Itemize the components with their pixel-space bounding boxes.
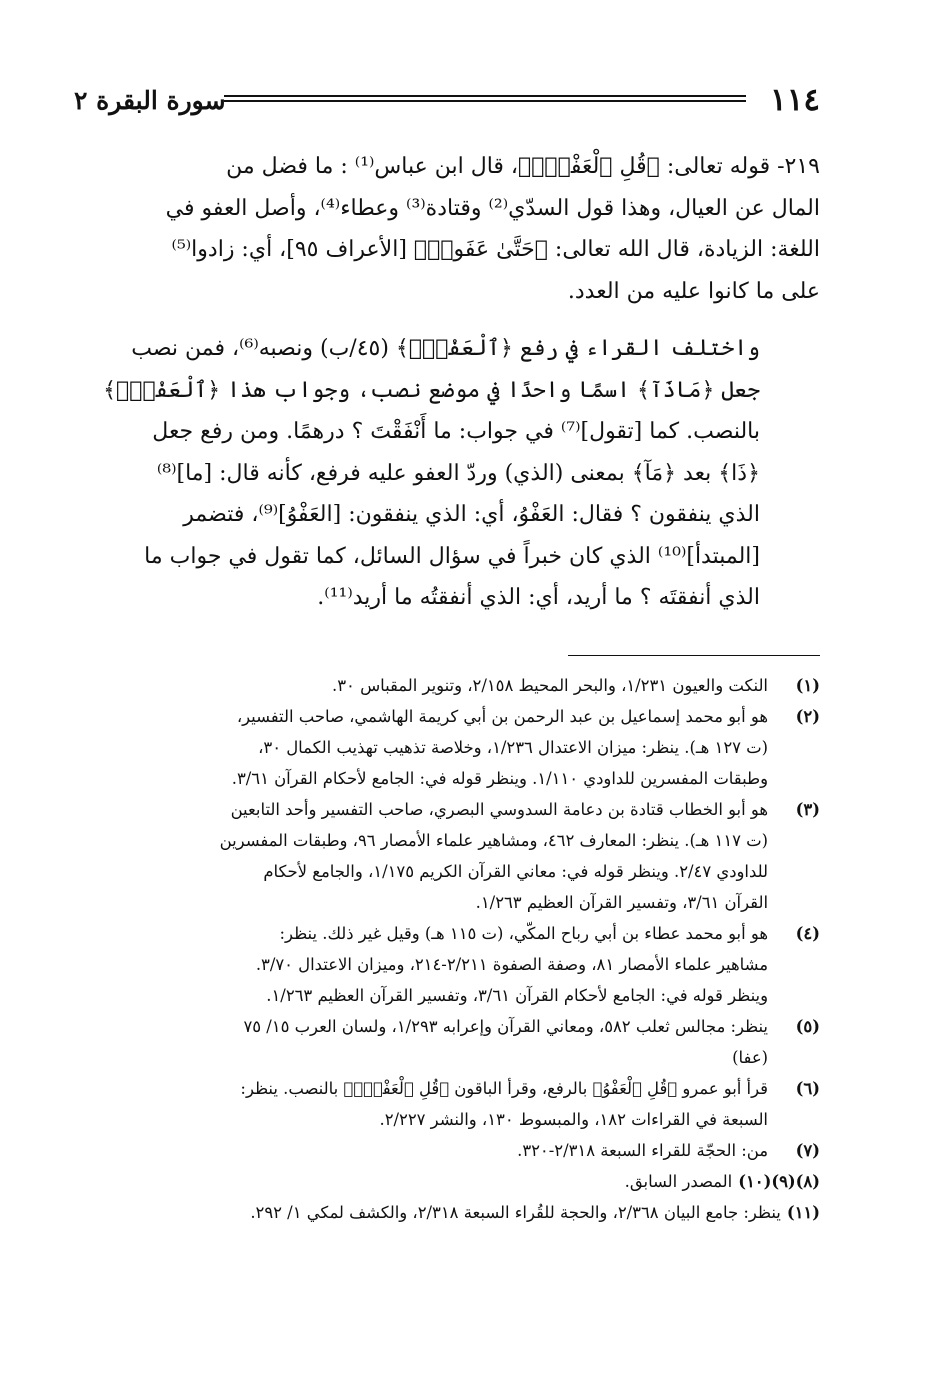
body-line: بالنصب. كما [تقول]⁽⁷⁾ في جواب: ما أَنْفَقْتَ ؟ درهمًا. ومن رفع جعل [152, 419, 760, 444]
footnote-text [74, 918, 768, 1011]
footnote-line: المصدر السابق. [624, 1171, 733, 1191]
footnote-6 [74, 1073, 820, 1135]
footnote-number: (٣) [795, 799, 820, 819]
body-line: المال عن العيال، وهذا قول السدّي⁽²⁾ وقتادة⁽³⁾ وعطاء⁽⁴⁾، وأصل العفو في [165, 195, 820, 221]
footnote-text [74, 1197, 820, 1228]
footnote-line: النكت والعيون ١/٢٣١، والبحر المحيط ٢/١٥٨، وتنوير المقباس ٣٠. [332, 675, 768, 695]
footnote-line: للداودي ٢/٤٧. وينظر قوله في: معاني القرآن الكريم ١/١٧٥، والجامع لأحكام [263, 861, 768, 881]
body-line: على ما كانوا عليه من العدد. [567, 278, 820, 304]
footnote-line: وينظر قوله في: الجامع لأحكام القرآن ٣/٦١، وتفسير القرآن العظيم ١/٢٦٣. [266, 985, 768, 1005]
footnote-text [74, 1011, 768, 1073]
footnote-2 [74, 701, 820, 794]
page-header [74, 78, 820, 126]
footnote-number: (١١) [786, 1202, 820, 1222]
running-title: سورة البقرة ٢ [74, 86, 226, 115]
footnote-line: السبعة في القراءات ١٨٢، والمبسوط ١٣٠، والنشر ٢/٢٢٧. [379, 1109, 768, 1129]
footnote-line: قرأ أبو عمرو ﴿قُلِ ٱلْعَفْوُ﴾ بالرفع، وقرأ الباقون ﴿قُلِ ٱلْعَفْوَۗ﴾ بالنصب. ينظر: [240, 1078, 768, 1098]
footnote-line: من: الحجّة للقراء السبعة ٢/٣١٨-٣٢٠. [517, 1140, 768, 1160]
footnotes [74, 670, 820, 1228]
footnote-number: (٥) [795, 1016, 820, 1036]
footnote-line: ينظر: جامع البيان ٢/٣٦٨، والحجة للقُراء السبعة ٢/٣١٨، والكشف لمكي ١/ ٢٩٢. [250, 1202, 781, 1222]
footnote-number: (٢) [795, 706, 820, 726]
footnote-number: (٨)(٩)(١٠) [738, 1171, 820, 1191]
header-double-rule [224, 95, 746, 102]
book-page [74, 78, 820, 1228]
footnote-7 [74, 1135, 820, 1166]
body-line: جعل ﴿مَاذَآ﴾ اسمًا واحدًا في موضع نصب، وجواب هذا ﴿ٱلْعَفْوَۗ﴾ [103, 377, 760, 403]
footnote-line: القرآن ٣/٦١، وتفسير القرآن العظيم ١/٢٦٣. [475, 892, 768, 912]
footnote-number: (٧) [795, 1140, 820, 1160]
footnote-number: (١) [795, 675, 820, 695]
body-paragraph-2 [74, 328, 820, 619]
body-line: ﴿ذَا﴾ بعد ﴿مَآ﴾ بمعنى (الذي) وردّ العفو عليه فرفع، كأنه قال: [ما]⁽⁸⁾ [156, 460, 760, 486]
footnote-line: (عفا) [732, 1047, 768, 1067]
footnote-4 [74, 918, 820, 1011]
footnote-1 [74, 670, 820, 701]
footnote-3 [74, 794, 820, 918]
footnote-8-9-10 [74, 1166, 820, 1197]
footnote-11 [74, 1197, 820, 1228]
page-number: ١١٤ [770, 82, 820, 118]
body-line: واختلف القراء في رفع ﴿ٱلْعَفْوَۗ﴾ (٤٥/ب) ونصبه⁽⁶⁾، فمن نصب [131, 336, 760, 361]
footnote-number: (٦) [795, 1078, 820, 1098]
footnote-text [74, 794, 768, 918]
footnote-5 [74, 1011, 820, 1073]
footnote-text [74, 1073, 768, 1135]
footnote-number: (٤) [795, 923, 820, 943]
footnote-line: ينظر: مجالس ثعلب ٥٨٢، ومعاني القرآن وإعرابه ١/٢٩٣، ولسان العرب ١٥/ ٧٥ [243, 1016, 768, 1036]
body-line: [المبتدأ]⁽¹⁰⁾ الذي كان خبراً في سؤال السائل، كما تقول في جواب ما [144, 543, 760, 569]
footnote-line: هو أبو محمد عطاء بن أبي رباح المكّي، (ت ١١٥ هـ) وقيل غير ذلك. ينظر: [279, 923, 768, 943]
body-paragraph-1 [74, 146, 820, 312]
footnote-text [74, 670, 768, 701]
footnote-line: هو أبو الخطاب قتادة بن دعامة السدوسي البصري، صاحب التفسير وأحد التابعين [230, 799, 768, 819]
body-line: ٢١٩- قوله تعالى: ﴿قُلِ ٱلْعَفْوَۗ﴾، قال ابن عباس⁽¹⁾ : ما فضل من [226, 154, 820, 179]
body-line: الذي ينفقون ؟ فقال: العَفْوُ، أي: الذي ينفقون: [العَفْوُ]⁽⁹⁾، فتضمر [183, 502, 760, 527]
body-line: اللغة: الزيادة، قال الله تعالى: ﴿حَتَّىٰ عَفَوا۟﴾ [الأعراف ٩٥]، أي: زادوا⁽⁵⁾ [171, 237, 820, 262]
footnote-line: (ت ١١٧ هـ). ينظر: المعارف ٤٦٢، ومشاهير علماء الأمصار ٩٦، وطبقات المفسرين [219, 830, 768, 850]
footnote-line: هو أبو محمد إسماعيل بن عبد الرحمن بن أبي كريمة الهاشمي، صاحب التفسير، [236, 706, 768, 726]
body-line: الذي أنفقتَه ؟ ما أريد، أي: الذي أنفقتُه ما أريد⁽¹¹⁾. [317, 585, 760, 610]
footnote-line: وطبقات المفسرين للداودي ١/١١٠. وينظر قوله في: الجامع لأحكام القرآن ٣/٦١. [231, 768, 768, 788]
footnote-text [74, 1166, 820, 1197]
footnote-text [74, 1135, 768, 1166]
footnote-text [74, 701, 768, 794]
footnote-line: (ت ١٢٧ هـ). ينظر: ميزان الاعتدال ١/٢٣٦، وخلاصة تذهيب تهذيب الكمال ٣٠، [258, 737, 768, 757]
footnote-line: مشاهير علماء الأمصار ٨١، وصفة الصفوة ٢/٢١١-٢١٤، وميزان الاعتدال ٣/٧٠. [255, 954, 768, 974]
footnote-separator [568, 655, 820, 656]
